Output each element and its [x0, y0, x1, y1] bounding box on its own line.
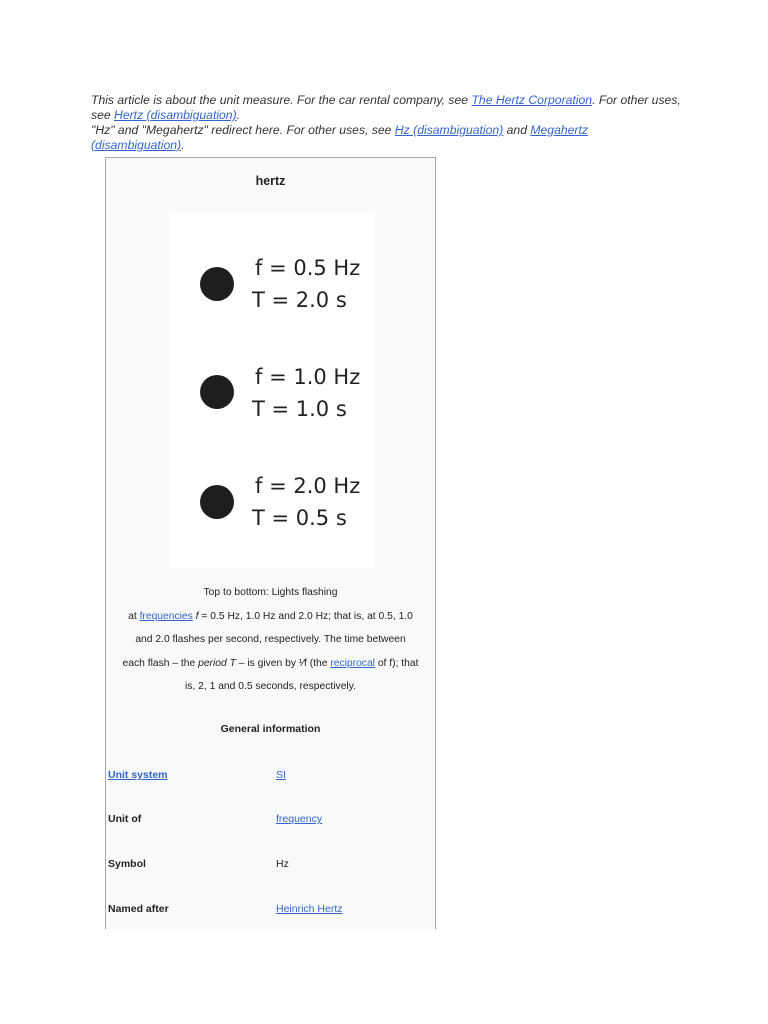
- hertz-corporation-link[interactable]: The Hertz Corporation: [471, 93, 593, 107]
- frequency-label: f = 0.5 Hz: [255, 256, 361, 280]
- image-caption: [106, 581, 435, 699]
- infobox-row-symbol: [108, 858, 428, 874]
- hertz-disambiguation-link[interactable]: Hertz (disambiguation): [114, 108, 237, 122]
- megahertz-disambiguation-link[interactable]: Megahertz (disambiguation): [91, 123, 588, 152]
- hatnote-text: and: [503, 123, 531, 137]
- flash-light-dot: [200, 375, 234, 409]
- hz-disambiguation-link[interactable]: Hz (disambiguation): [394, 123, 504, 137]
- caption-line: [106, 605, 435, 629]
- heinrich-hertz-link[interactable]: Heinrich Hertz: [276, 903, 343, 915]
- caption-text: = 0.5 Hz, 1.0 Hz and 2.0 Hz; that is, at 0.5, 1.0: [198, 610, 413, 622]
- caption-text: (the: [306, 657, 331, 669]
- infobox-row-named-after: [108, 903, 428, 919]
- symbol-value: Hz: [276, 858, 289, 870]
- flash-light-dot: [200, 267, 234, 301]
- caption-text: f: [192, 610, 199, 622]
- caption-line: and 2.0 flashes per second, respectively. The time between: [135, 634, 406, 645]
- frequency-label: f = 2.0 Hz: [255, 474, 361, 498]
- period-label: T = 1.0 s: [252, 397, 347, 421]
- hatnote-text: .: [236, 108, 241, 122]
- caption-text: of f); that: [374, 657, 419, 669]
- infobox: [105, 157, 436, 929]
- period-label: T = 2.0 s: [252, 288, 347, 312]
- unit-system-label-link[interactable]: Unit system: [108, 769, 168, 781]
- hatnote: [91, 93, 681, 153]
- hatnote-text: "Hz" and "Megahertz" redirect here. For other uses, see: [91, 123, 395, 137]
- section-header-general-information: General information: [220, 723, 321, 735]
- caption-text: at: [128, 610, 140, 622]
- hatnote-line-1: [91, 93, 681, 123]
- hatnote-text: This article is about the unit measure. For the car rental company, see: [91, 93, 472, 107]
- fraction-text: ¹⁄f: [298, 657, 307, 669]
- flash-light-dot: [200, 485, 234, 519]
- flashing-lights-image: [169, 212, 375, 568]
- named-after-label: Named after: [108, 903, 169, 915]
- infobox-row-unit-of: [108, 813, 428, 829]
- infobox-title: hertz: [255, 174, 286, 188]
- caption-line: [106, 652, 435, 676]
- infobox-row-unit-system: [108, 769, 428, 785]
- light-row-2: [200, 365, 360, 421]
- frequency-link[interactable]: frequency: [276, 813, 323, 825]
- reciprocal-link[interactable]: reciprocal: [330, 657, 375, 669]
- hatnote-text: .: [181, 138, 185, 152]
- light-row-1: [200, 256, 360, 312]
- light-row-3: [200, 474, 360, 530]
- si-link[interactable]: SI: [276, 769, 286, 781]
- period-label: T = 0.5 s: [252, 506, 347, 530]
- frequency-label: f = 1.0 Hz: [255, 365, 361, 389]
- caption-text: – is given by: [235, 657, 299, 669]
- caption-line: is, 2, 1 and 0.5 seconds, respectively.: [185, 681, 356, 692]
- caption-line: Top to bottom: Lights flashing: [203, 587, 338, 598]
- caption-text: period T: [198, 657, 236, 669]
- caption-text: each flash – the: [122, 657, 199, 669]
- hatnote-text: . For other uses, see: [91, 93, 681, 122]
- unit-of-label: Unit of: [108, 813, 142, 825]
- frequencies-link[interactable]: frequencies: [139, 610, 193, 622]
- hatnote-line-2: [91, 123, 681, 153]
- symbol-label: Symbol: [108, 858, 146, 870]
